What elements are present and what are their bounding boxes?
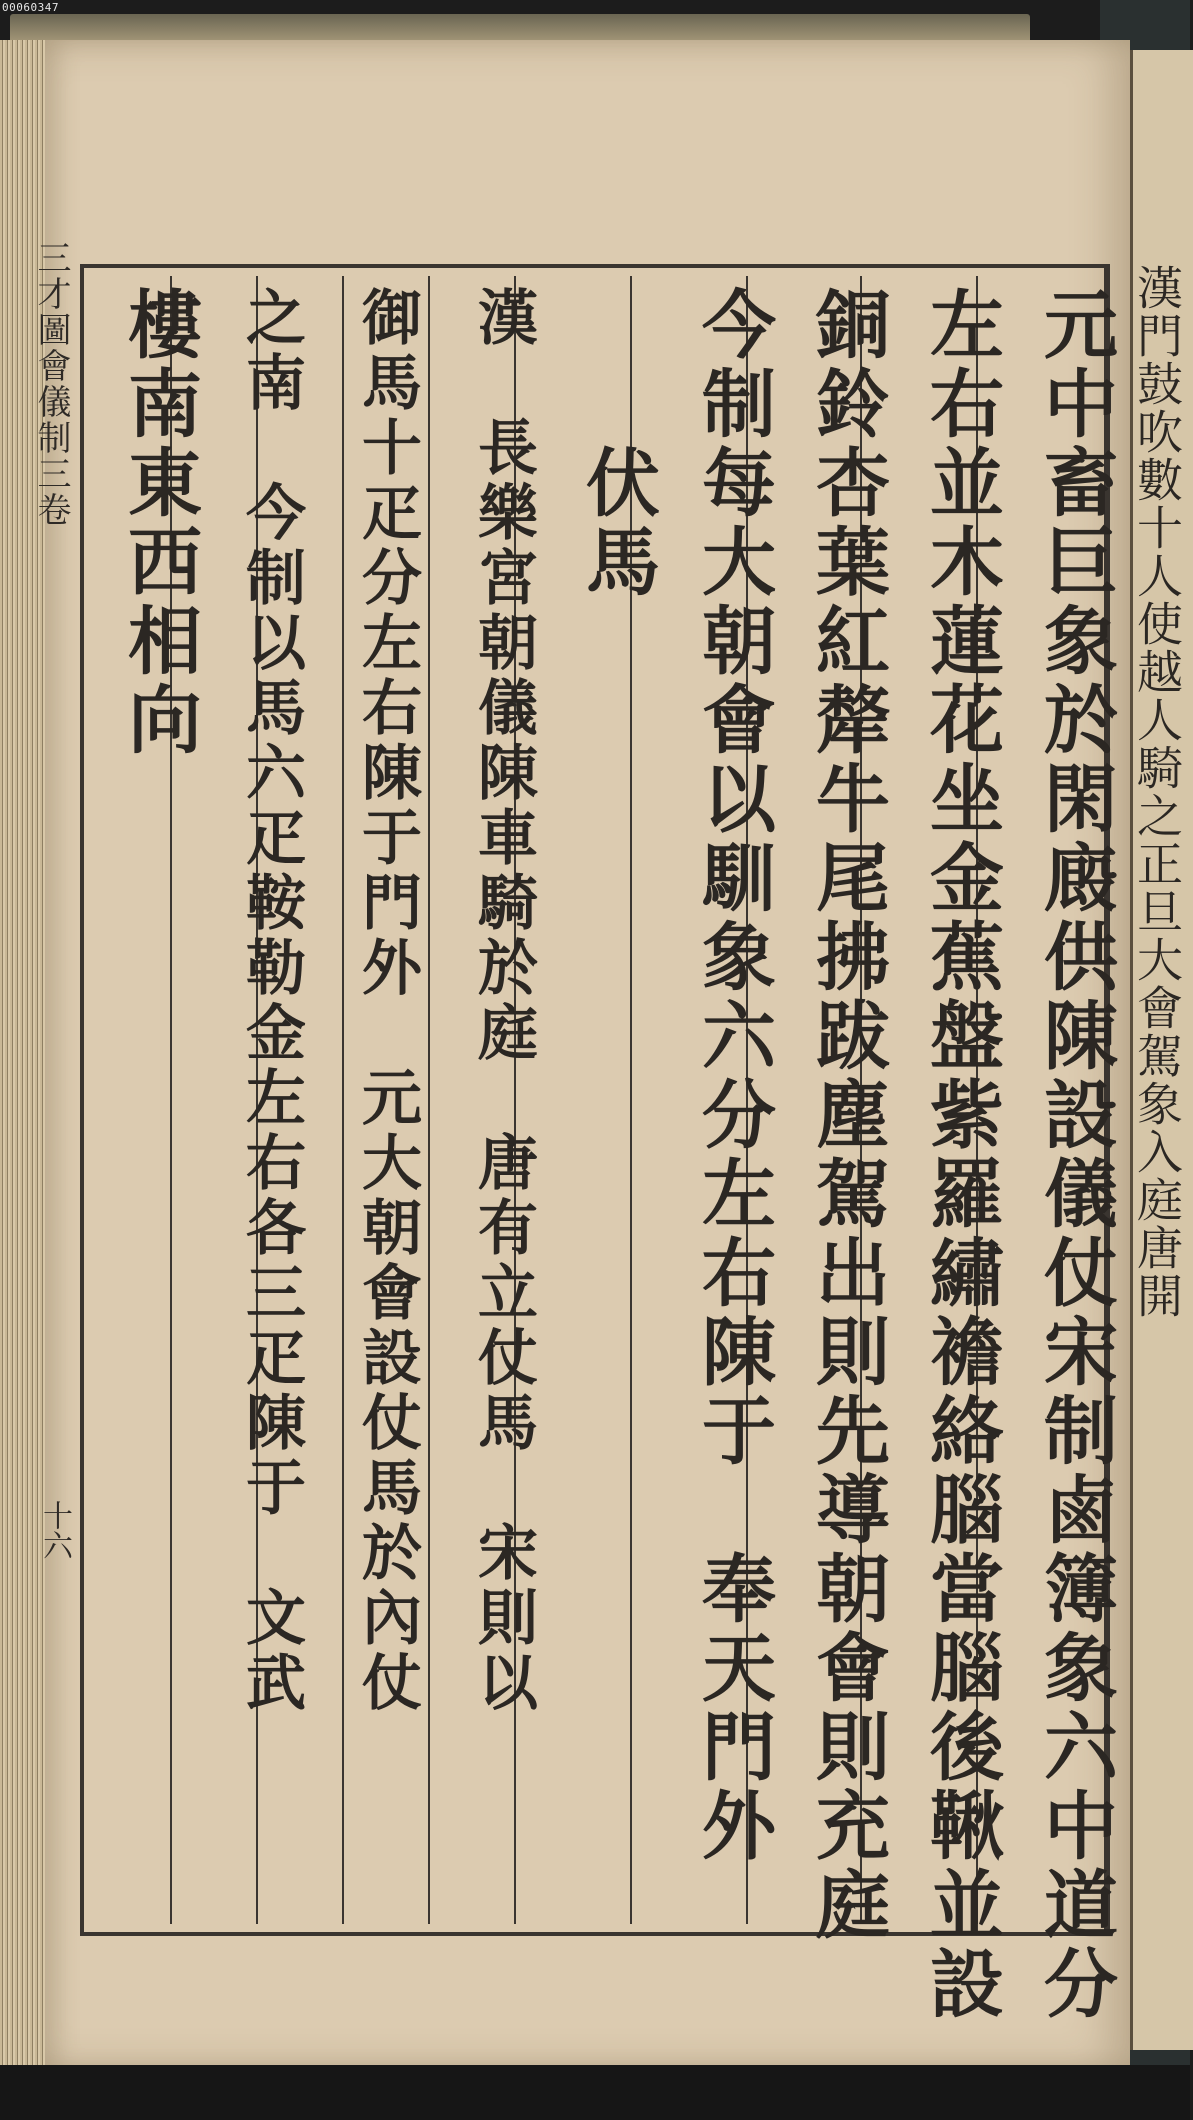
text-column: 銅鈴杏葉紅犛牛尾拂跋塵駕出則先導朝會則充庭	[804, 286, 890, 1945]
text-column: 樓南東西相向	[116, 286, 202, 760]
text-column: 之南 今制以馬六疋鞍勒金左右各三疋陳于 文武	[236, 286, 306, 1716]
scan-background	[0, 2065, 1190, 2120]
text-column: 元中畜巨象於閑廄供陳設儀仗宋制鹵簿象六中道分	[1032, 286, 1118, 2024]
section-heading: 伏馬	[574, 286, 660, 602]
scan-id-label: 00060347	[2, 1, 59, 14]
margin-title: 三才圖會儀制三卷	[31, 240, 71, 528]
text-column: 漢 長樂宮朝儀陳車騎於庭 唐有立仗馬 宋則以	[468, 286, 538, 1716]
margin-page-number: 十六	[37, 1500, 72, 1560]
text-column: 御馬十疋分左右陳于門外 元大朝會設仗馬於內仗	[352, 286, 422, 1716]
text-column: 今制每大朝會以馴象六分左右陳于 奉天門外	[690, 286, 776, 1866]
text-column: 左右並木蓮花坐金蕉盤紫羅繡襜絡腦當腦後鞦並設	[918, 286, 1004, 2024]
adjacent-page-text: 漢門鼓吹數十人使越人騎之正旦大會駕象入庭唐開	[1130, 264, 1184, 1320]
